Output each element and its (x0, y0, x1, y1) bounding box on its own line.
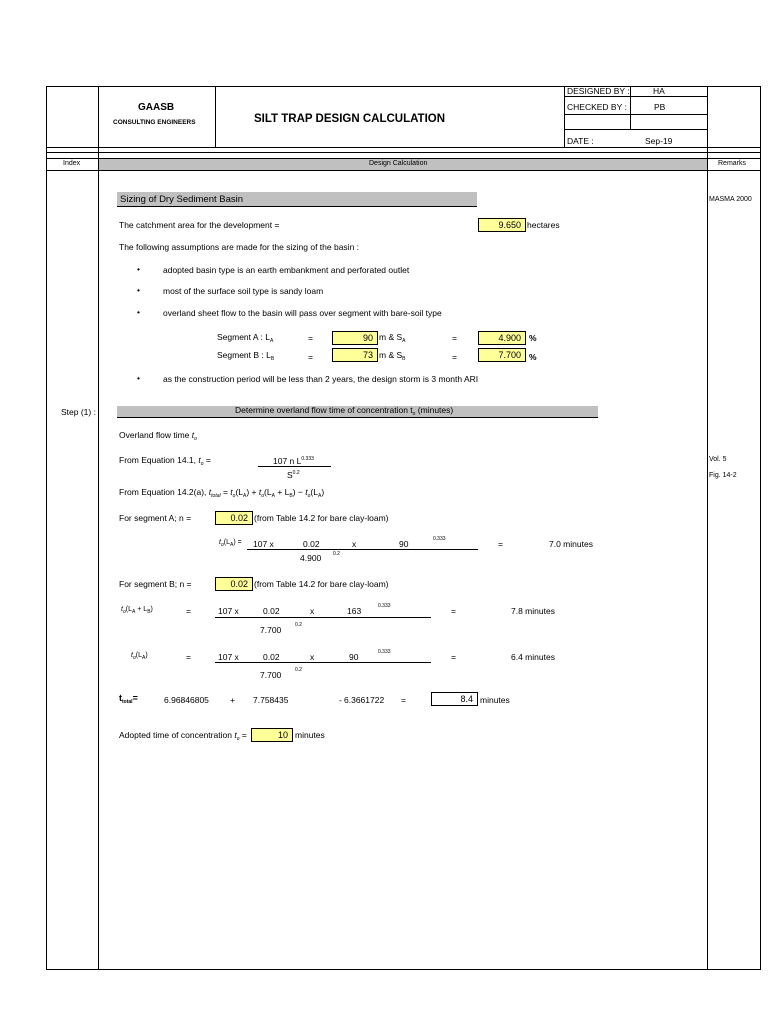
remark-vol: Vol. 5 (709, 456, 727, 463)
seg-a-n-label: For segment A; n = (119, 513, 192, 523)
eq141-fraction-bar (258, 466, 331, 467)
row1-coef: 107 x (253, 539, 274, 549)
frame-right (760, 86, 761, 969)
col-design: Design Calculation (369, 160, 428, 167)
row3-n: 0.02 (263, 652, 280, 662)
seg-b-n-label: For segment B; n = (119, 579, 192, 589)
total-value: 8.4 (431, 692, 478, 706)
total-v1: 6.96846805 (164, 695, 209, 705)
segment-a-slope-label: m & $S_A$ (379, 332, 406, 344)
assumption-3: overland sheet flow to the basin will pass over segment with bare-soil type (163, 308, 442, 318)
step-title: Determine overland flow time of concentration $t_o$ (minutes) (235, 405, 454, 417)
row3-eq-left: = (186, 652, 191, 662)
catchment-unit: hectares (527, 220, 560, 230)
company-subtitle: CONSULTING ENGINEERS (113, 119, 196, 126)
row2-eq: = (451, 606, 456, 616)
total-v2: 7.758435 (253, 695, 289, 705)
assumption-1: adopted basin type is an earth embankment and perforated outlet (163, 265, 410, 275)
seg-a-table-note: (from Table 14.2 for bare clay-loam) (254, 513, 389, 523)
eq141-denominator: $S^{0.2}$ (287, 470, 300, 480)
row1-x: x (352, 539, 357, 549)
section-title: Sizing of Dry Sediment Basin (120, 194, 244, 205)
company-divider (215, 86, 216, 147)
segment-b-eq: = (308, 352, 313, 362)
row1-L: 90 (399, 539, 409, 549)
signoff-line-1 (564, 96, 707, 97)
assumption-2: most of the surface soil type is sandy loam (163, 286, 324, 296)
row2-coef: 107 x (218, 606, 239, 616)
col-index: Index (63, 160, 81, 167)
row1-n: 0.02 (303, 539, 320, 549)
index-divider (98, 86, 99, 969)
total-minus: - (339, 695, 342, 705)
row3-L: 90 (349, 652, 359, 662)
seg-b-n-value: 0.02 (215, 577, 253, 591)
total-eq2: = (401, 695, 406, 705)
row2-n: 0.02 (263, 606, 280, 616)
date-label: DATE : (567, 136, 594, 146)
row2-exp: 0.333 (378, 603, 391, 609)
catchment-label: The catchment area for the development = (119, 220, 280, 230)
signoff-line-3 (564, 129, 707, 130)
frame-left (46, 86, 47, 969)
row3-coef: 107 x (218, 652, 239, 662)
segment-a-length: 90 (332, 331, 378, 345)
row1-label: $t_o(L_A)$ = (219, 539, 242, 548)
segment-b-pct: % (529, 352, 537, 362)
segment-a-slope: 4.900 (478, 331, 526, 345)
checked-by-label: CHECKED BY : (567, 102, 627, 112)
row1-result: 7.0 minutes (549, 539, 593, 549)
row1-fraction-bar (247, 549, 478, 550)
bullet-icon: • (137, 307, 140, 317)
signoff-line-2 (564, 114, 707, 115)
row2-label: $t_o(L_A + L_B)$ (121, 606, 153, 615)
signoff-divider (630, 86, 631, 129)
remarks-divider (707, 86, 708, 969)
eq142-label: From Equation 14.2(a), $t_{total} = t_o(L_A) + t_o(L_A + L_B) - t_o(L_A)$ (119, 487, 325, 499)
segment-b-eq2: = (452, 352, 457, 362)
row2-eq-left: = (186, 606, 191, 616)
assumption-4: as the construction period will be less than 2 years, the design storm is 3 month ARI (163, 374, 479, 384)
row3-x: x (310, 652, 315, 662)
row2-result: 7.8 minutes (511, 606, 555, 616)
segment-a-pct: % (529, 333, 537, 343)
row3-exp: 0.333 (378, 649, 391, 655)
designed-by-label: DESIGNED BY : (567, 86, 630, 96)
seg-b-table-note: (from Table 14.2 for bare clay-loam) (254, 579, 389, 589)
designed-by-value: HA (653, 86, 665, 96)
segment-a-eq2: = (452, 333, 457, 343)
eq141-label: From Equation 14.1, $t_o$ = (119, 455, 211, 467)
row3-eq: = (451, 652, 456, 662)
frame-bottom (46, 969, 761, 970)
adopted-unit: minutes (295, 730, 325, 740)
col-remarks: Remarks (718, 160, 747, 167)
bullet-icon: • (137, 373, 140, 383)
step-label: Step (1) : (61, 407, 96, 417)
eq141-numerator: 107 n $L^{0.333}$ (273, 456, 314, 466)
row2-x: x (310, 606, 315, 616)
row1-eq: = (498, 539, 503, 549)
row2-den: 7.700 (260, 625, 282, 635)
adopted-label: Adopted time of concentration $t_o$ = (119, 730, 247, 742)
row1-den-exp: 0.2 (333, 551, 340, 557)
company-name: GAASB (138, 102, 175, 113)
row2-fraction-bar (215, 617, 431, 618)
total-label: $t_{total}=$ (119, 693, 138, 705)
row3-result: 6.4 minutes (511, 652, 555, 662)
segment-b-slope: 7.700 (478, 348, 526, 362)
remark-fig: Fig. 14-2 (709, 472, 737, 479)
row2-den-exp: 0.2 (295, 622, 302, 628)
date-value: Sep-19 (645, 136, 673, 146)
catchment-value: 9.650 (478, 218, 526, 232)
row3-den-exp: 0.2 (295, 667, 302, 673)
remark-masma: MASMA 2000 (709, 196, 752, 203)
total-plus: + (230, 695, 235, 705)
segment-b-label: Segment B : $L_B$ (217, 350, 275, 362)
row1-den: 4.900 (300, 553, 322, 563)
col-header-bottom (46, 170, 761, 171)
page-title: SILT TRAP DESIGN CALCULATION (254, 113, 446, 125)
total-unit: minutes (480, 695, 510, 705)
overland-label: Overland flow time $t_o$ (119, 430, 197, 442)
segment-a-label: Segment A : $L_A$ (217, 332, 274, 344)
seg-a-n-value: 0.02 (215, 511, 253, 525)
bullet-icon: • (137, 264, 140, 274)
adopted-value: 10 (251, 728, 293, 742)
checked-by-value: PB (654, 102, 666, 112)
assumptions-intro: The following assumptions are made for the sizing of the basin : (119, 242, 360, 252)
total-v3: 6.3661722 (344, 695, 385, 705)
row1-exp: 0.333 (433, 536, 446, 542)
row3-fraction-bar (215, 662, 431, 663)
row2-L: 163 (347, 606, 362, 616)
header-bottom-1 (46, 147, 761, 148)
bullet-icon: • (137, 285, 140, 295)
header-bottom-2 (46, 152, 761, 153)
row3-label: $t_o(L_A)$ (131, 652, 148, 661)
segment-a-eq: = (308, 333, 313, 343)
segment-b-length: 73 (332, 348, 378, 362)
segment-b-slope-label: m & $S_B$ (379, 350, 406, 362)
row3-den: 7.700 (260, 670, 282, 680)
